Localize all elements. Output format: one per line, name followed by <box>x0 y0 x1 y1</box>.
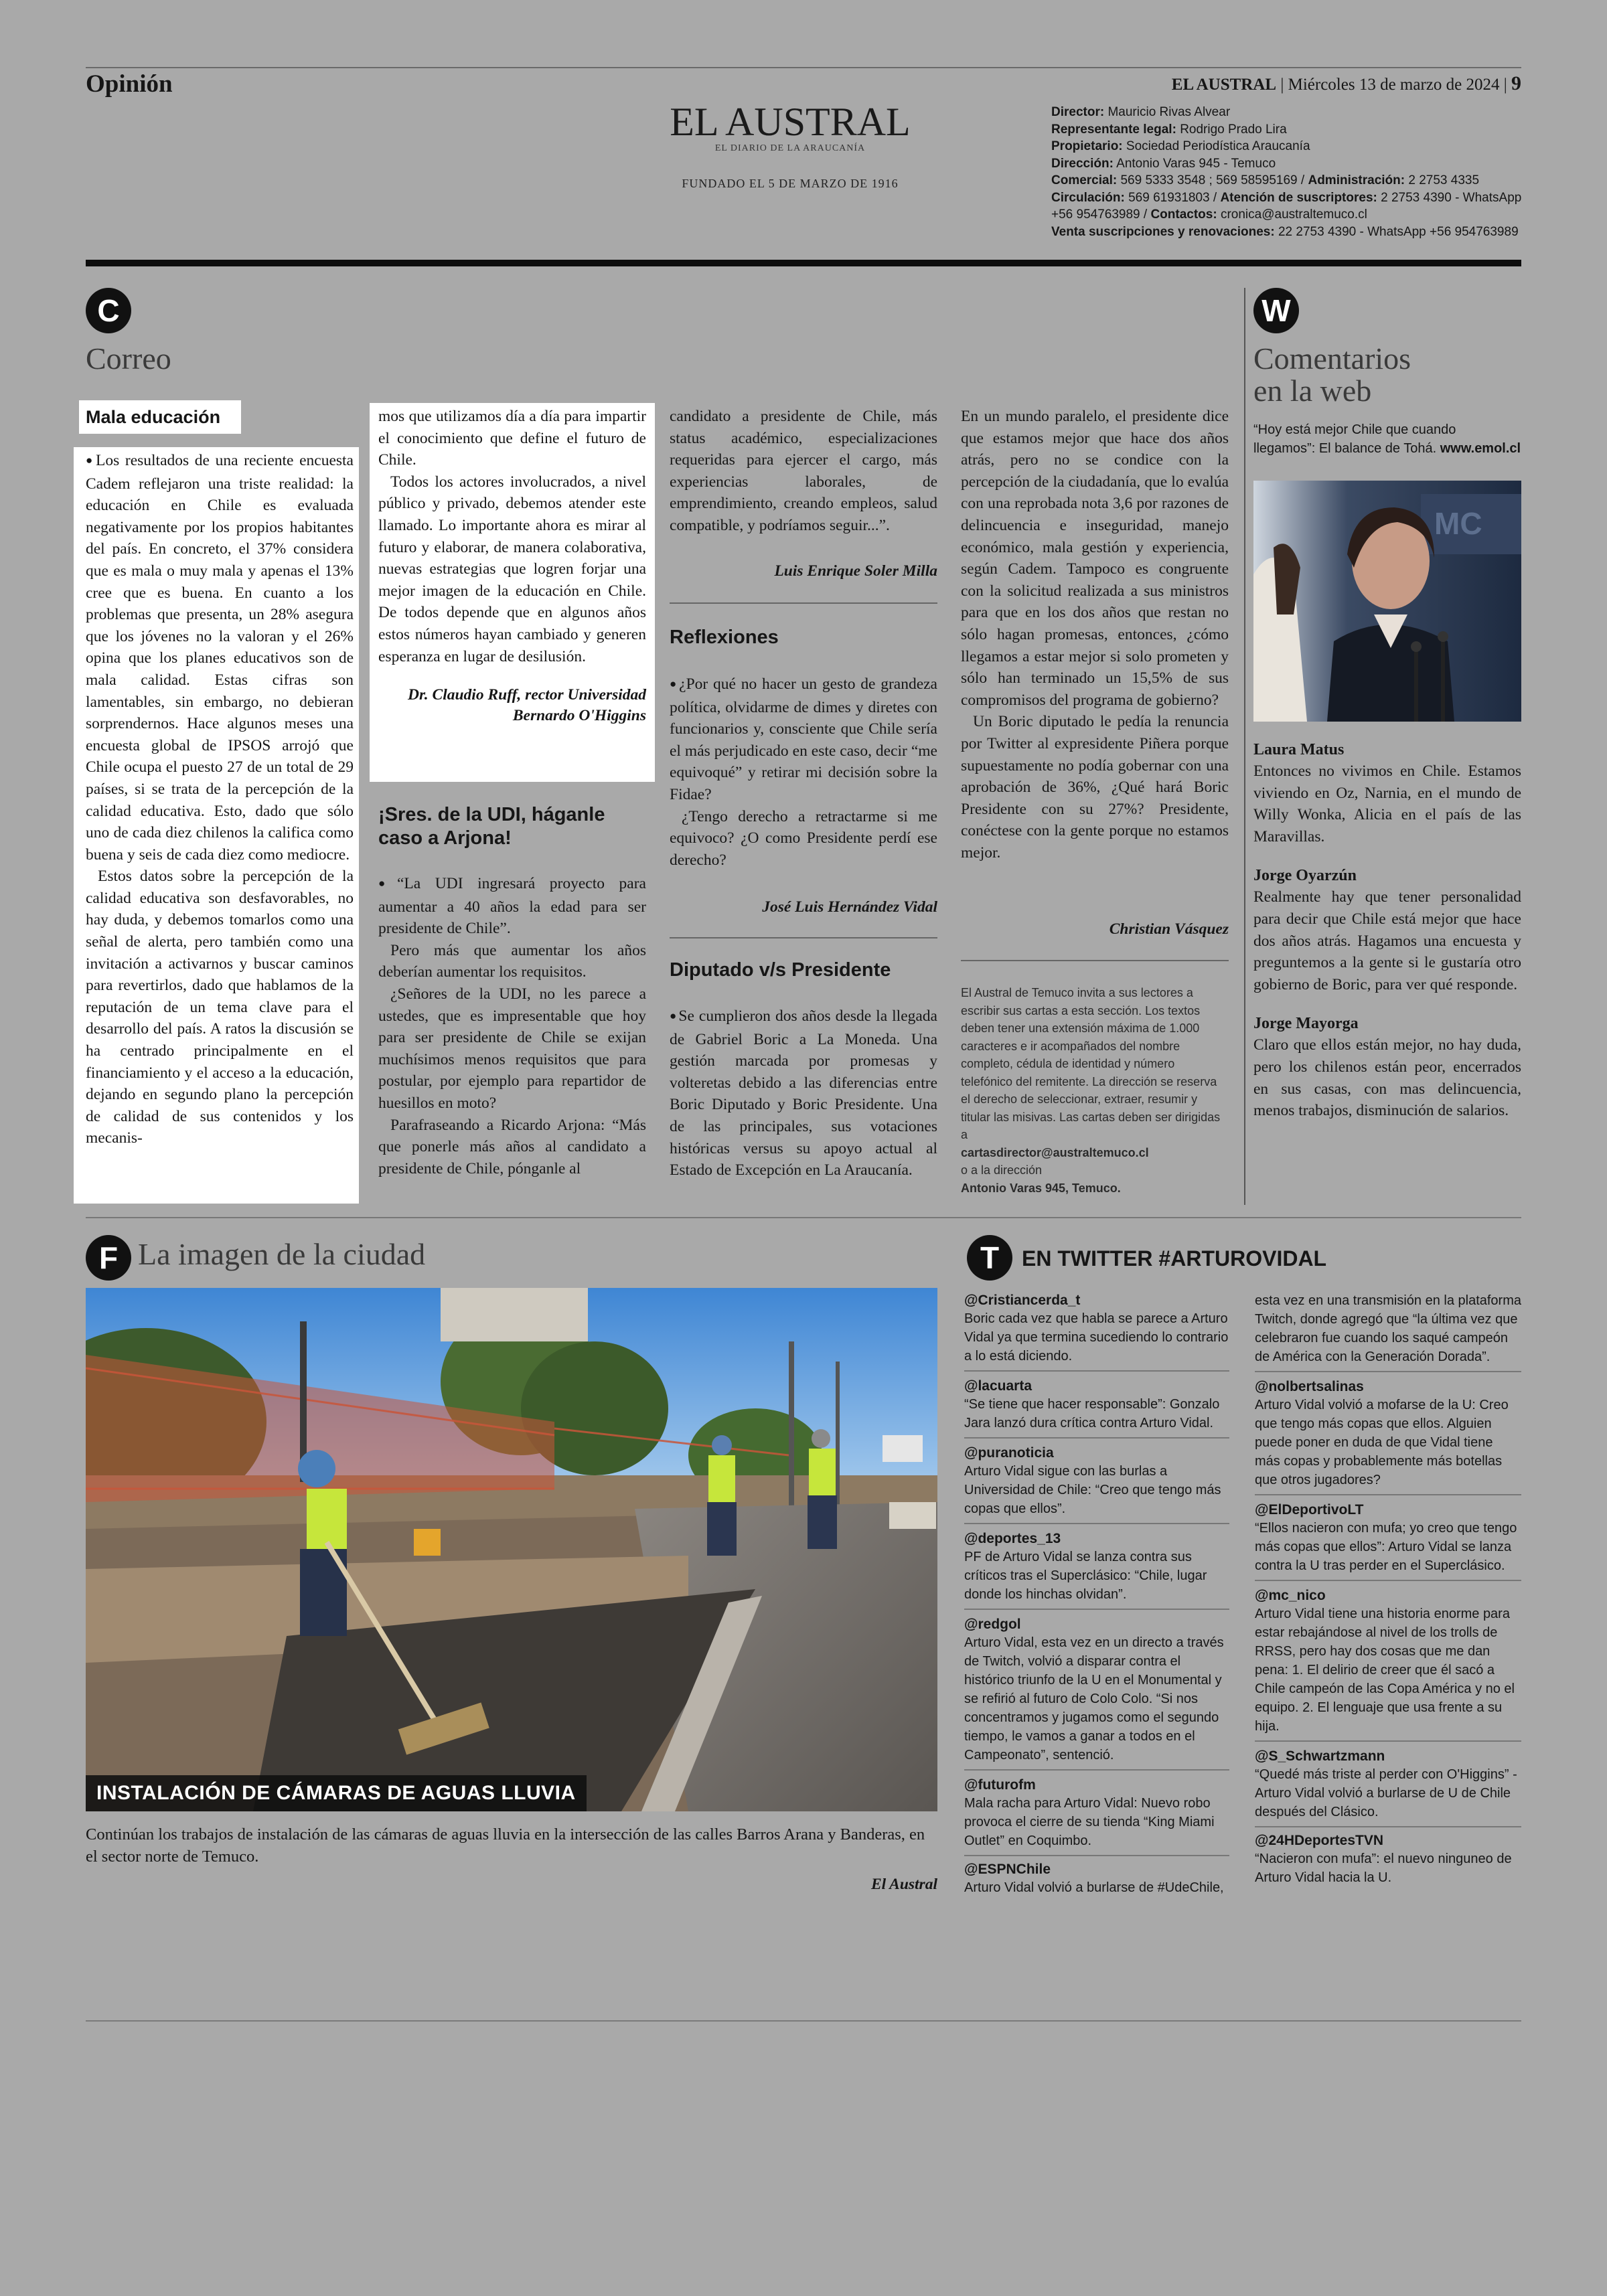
letter2-headline: ¡Sres. de la UDI, háganle caso a Arjona! <box>378 804 605 849</box>
tweet-text: “Nacieron con mufa”: el nuevo ninguneo de Arturo Vidal hacia la U. <box>1255 1852 1512 1885</box>
letter2-p4: Parafraseando a Ricardo Arjona: “Más que ponerle más años al candidato a presidente de Chile, pónganle al <box>378 1116 646 1177</box>
dateline-paper: EL AUSTRAL <box>1171 76 1277 94</box>
tweet <box>964 1290 1229 1372</box>
letter2-p3: ¿Señores de la UDI, no les parece a ustedes, que es impresentable que hoy para ser presidente de Chile se exijan muchísimos menos requisitos que para postular, por ejemplo para repartidor de huesillos en moto? <box>378 985 646 1112</box>
tweet <box>964 1614 1229 1771</box>
letter4-headline: Diputado v/s Presidente <box>670 959 891 981</box>
comment-author: Laura Matus <box>1253 741 1345 758</box>
speaker-photo-icon <box>1253 481 1521 722</box>
comment-text: Entonces no vivimos en Chile. Estamos viviendo en Oz, Narnia, en el mundo de Willy Wonka, Alicia en el país de las Maravillas. <box>1253 762 1521 845</box>
letter1-p4: Todos los actores involucrados, a nivel público y privado, debemos atender este llamado. Lo importante ahora es mirar al futuro y elaborar, de manera colaborativa, nuevas estrategias que logren forjar una mejor imagen de la educación en Chile. De todos depende que en algunos años estos números hayan cambiado y generen esperanza en lugar de desilusión. <box>378 473 646 665</box>
letter1-signature <box>378 685 646 726</box>
tweet-text: Boric cada vez que habla se parece a Arturo Vidal ya que termina sucediendo lo contrario a lo está diciendo. <box>964 1311 1229 1364</box>
letter1-col1 <box>86 450 354 1149</box>
dateline <box>1172 72 1521 95</box>
photo-overlay-label: INSTALACIÓN DE CÁMARAS DE AGUAS LLUVIA <box>86 1775 587 1811</box>
tweet-handle[interactable]: @deportes_13 <box>964 1531 1061 1546</box>
letter2-signature: Luis Enrique Soler Milla <box>774 562 937 580</box>
staff-director: Director: Mauricio Rivas Alvear <box>1051 105 1231 119</box>
staff-address: Dirección: Antonio Varas 945 - Temuco <box>1051 156 1276 171</box>
page-number: 9 <box>1511 72 1521 94</box>
staff-owner: Propietario: Sociedad Periodística Araucanía <box>1051 139 1310 153</box>
col3-rule-2 <box>670 937 937 938</box>
bottom-rule <box>86 2020 1521 2022</box>
masthead-thick-rule <box>86 260 1521 266</box>
letter1-p2: Estos datos sobre la percepción de la calidad educativa son desfavorables, no hay duda, y debemos tomarlos como una señal de alerta, pero también como una invitación a activarnos y buscar caminos para revertirlos, dado que hablamos de la reputación de un tema clave para el desarrollo del país. A ratos la discusión se ha centrado principalmente en el financiamiento y el acceso a la educación, dejando en segundo plano la percepción de calidad de sus contenidos y los mecanis- <box>86 868 354 1147</box>
tweet <box>964 1376 1229 1439</box>
letter1-p3: mos que utilizamos día a día para impartir el conocimiento que define el futuro de Chile. <box>378 408 646 469</box>
letter2-body <box>378 873 646 1179</box>
comment-author: Jorge Oyarzún <box>1253 867 1357 885</box>
tweet-text: Arturo Vidal tiene una historia enorme para estar rebajándose al nivel de los trolls de RRSS, pero hay dos cosas que me dan pena: 1. El delirio de creer que él sacó a Chile campeón de las Copa América y no el equipo. 2. El lenguaje que usa frente a su hija. <box>1255 1607 1515 1734</box>
dateline-date: Miércoles 13 de marzo de 2024 <box>1288 76 1500 94</box>
letter4-p3: Un Boric diputado le pedía la renuncia por Twitter al expresidente Piñera porque supuestamente no podía gobernar con una aprobación de 36%, ¿Qué hará Boric Presidente con su 27%? Presidente, conéctese con la gente porque no estamos mejor. <box>961 713 1229 862</box>
col3-rule-1 <box>670 602 937 604</box>
staff-legal: Representante legal: Rodrigo Prado Lira <box>1051 122 1287 137</box>
web-title <box>1253 343 1411 407</box>
staff-subscriptions: Venta suscripciones y renovaciones: 22 2753 4390 - WhatsApp +56 954763989 <box>1051 224 1519 239</box>
letter3-headline: Reflexiones <box>670 627 779 648</box>
twitter-col1 <box>964 1290 1229 1897</box>
masthead-logo: EL AUSTRAL <box>670 100 911 144</box>
photo-credit: El Austral <box>870 1876 937 1893</box>
tweet-handle[interactable]: @nolbertsalinas <box>1255 1379 1364 1394</box>
svg-text:MC: MC <box>1434 506 1482 541</box>
masthead <box>643 100 937 191</box>
comment-author: Jorge Mayorga <box>1253 1015 1359 1033</box>
tweet-handle[interactable]: @mc_nico <box>1255 1588 1326 1603</box>
letter4-continuation <box>961 406 1229 864</box>
section-label: Opinión <box>86 70 173 98</box>
twitter-t-icon: T <box>967 1235 1012 1281</box>
letter2-p5: candidato a presidente de Chile, más status académico, especializaciones requeridas para ejercer el cargo, más experiencias laborales, de emprendimiento, creando empleos, salud compatible, y podríamos seguir...”. <box>670 408 937 534</box>
tweet <box>1255 1585 1521 1742</box>
web-photo <box>1253 481 1521 722</box>
tweet-text: PF de Arturo Vidal se lanza contra sus críticos tras el Superclásico: “Chile, lugar donde los hinchas olvidan”. <box>964 1550 1207 1602</box>
col4-rule <box>961 960 1229 961</box>
letter3-body <box>670 673 937 871</box>
twitter-col2 <box>1255 1290 1521 1887</box>
web-quote <box>1253 420 1521 458</box>
letter3-p2: ¿Tengo derecho a retractarme si me equivoco? ¿O como Presidente perdí ese derecho? <box>670 807 937 869</box>
letter3-signature: José Luis Hernández Vidal <box>762 898 937 916</box>
tweet-text: “Ellos nacieron con mufa; yo creo que tengo más copas que ellos”: Arturo Vidal se lanza contra la U tras perder en el Superclásico. <box>1255 1521 1517 1573</box>
tweet <box>964 1528 1229 1610</box>
top-rule <box>86 67 1521 68</box>
comment-1 <box>1253 739 1521 847</box>
photo-caption: Continúan los trabajos de instalación de las cámaras de aguas lluvia en la intersección de las calles Barros Arana y Banderas, en el sector norte de Temuco. <box>86 1825 925 1866</box>
correo-c-icon: C <box>86 288 131 333</box>
tweet-handle[interactable]: @futurofm <box>964 1777 1036 1793</box>
tweet-text: Arturo Vidal sigue con las burlas a Universidad de Chile: “Creo que tengo más copas que ellos”. <box>964 1464 1221 1516</box>
letters-notice <box>961 984 1229 1197</box>
tweet <box>964 1860 1229 1897</box>
tweet-text: esta vez en una transmisión en la plataforma Twitch, donde agregó que “la última vez que celebraron fue cuando los saqué campeón de América con la Generación Dorada”. <box>1255 1293 1521 1364</box>
letter1-headline: Mala educación <box>86 407 221 427</box>
twitter-title: EN TWITTER #ARTUROVIDAL <box>1022 1246 1327 1270</box>
tweet <box>1255 1376 1521 1495</box>
tweet-handle[interactable]: @redgol <box>964 1617 1021 1632</box>
construction-photo-icon <box>86 1288 937 1811</box>
comment-text: Claro que ellos están mejor, no hay duda, pero los chilenos están peor, encerrados en sus casas, con mas delincuencia, menos trabajos, disminución de salarios. <box>1253 1036 1521 1120</box>
staff-commercial: Comercial: 569 5333 3548 ; 569 58595169 / Administración: 2 2753 4335 <box>1051 173 1480 187</box>
notice-address: Antonio Varas 945, Temuco. <box>961 1181 1121 1195</box>
tweet-text: Arturo Vidal volvió a burlarse de #UdeChile, <box>964 1880 1224 1895</box>
correo-title: Correo <box>86 341 171 376</box>
letter1-p1: ● Los resultados de una reciente encuesta Cadem reflejaron una triste realidad: la educación en Chile es evaluada negativamente por los propios habitantes del país. En concreto, el 37% considera que es mala o muy mala y apenas el 13% cree que es buena. En cuanto a los problemas que presenta, un 28% asegura que los jóvenes no la valoran y el 26% opina que los planes educativos son de mala calidad. Estas cifras son lamentables, sin embargo, no debieran sorprendernos. Hace algunos meses una encuesta global de IPSOS arrojó que Chile ocupa el puesto 27 de un total de 29 países, si se trata de la percepción de la calidad educativa. Esto, dado que sólo uno de cada diez chilenos la califica como buena y seis de cada diez como mediocre. <box>86 450 354 866</box>
letter3-p1: ● ¿Por qué no hacer un gesto de grandeza política, olvidarme de dimes y diretes con funcionarios y, consciente que Chile sería el más perjudicado en este caso, decir “me equivoqué” y retirar mi decisión sobre la Fidae? <box>670 673 937 806</box>
tweet-handle[interactable]: @ElDeportivoLT <box>1255 1502 1364 1518</box>
letter1-signature-line1: Dr. Claudio Ruff, rector Universidad <box>407 686 646 704</box>
tweet-handle[interactable]: @24HDeportesTVN <box>1255 1833 1384 1848</box>
web-divider <box>1244 288 1245 1205</box>
letter2-p2: Pero más que aumentar los años deberían aumentar los requisitos. <box>378 941 646 981</box>
tweet-text: Arturo Vidal volvió a mofarse de la U: Creo que tengo más copas que ellos. Alguien puede poner en duda de que Vidal tiene más copas y probablemente más botellas que otros jugadores? <box>1255 1398 1509 1487</box>
tweet-handle[interactable]: @Cristiancerda_t <box>964 1293 1081 1308</box>
dateline-sep2: | <box>1499 76 1511 94</box>
mid-rule <box>86 1217 1521 1218</box>
letter4-body <box>670 1005 937 1181</box>
web-title-line1: Comentarios <box>1253 341 1411 376</box>
web-w-icon: W <box>1253 288 1299 333</box>
web-quote-text: “Hoy está mejor Chile que cuando llegamos”: El balance de Tohá. <box>1253 422 1456 456</box>
letter1-col2 <box>378 406 646 726</box>
tweet-text: Mala racha para Arturo Vidal: Nuevo robo provoca el cierre de su tienda “King Miami Outlet” en Coquimbo. <box>964 1796 1215 1848</box>
tweet <box>1255 1831 1521 1887</box>
tweet <box>1255 1746 1521 1827</box>
web-comments <box>1253 739 1521 1122</box>
staff-circulation: Circulación: 569 61931803 / Atención de suscriptores: 2 2753 4390 - WhatsApp +56 954763989 / Contactos: cronica@australtemuco.cl <box>1051 190 1522 222</box>
notice-email[interactable]: cartasdirector@australtemuco.cl <box>961 1145 1149 1159</box>
foto-f-icon: F <box>86 1235 131 1281</box>
comment-text: Realmente hay que tener personalidad para decir que Chile está mejor que hace dos años atrás. Hagamos una encuesta y preguntemos a la gente si le gustaría otro gobierno de Boric, para ver qué responde. <box>1253 888 1521 993</box>
tweet-handle[interactable]: @lacuarta <box>964 1378 1032 1394</box>
staff-box <box>1051 104 1527 240</box>
letter2-p1: ● “La UDI ingresará proyecto para aumentar a 40 años la edad para ser presidente de Chile”. <box>378 873 646 940</box>
tweet-handle[interactable]: @S_Schwartzmann <box>1255 1748 1385 1764</box>
masthead-tagline: EL DIARIO DE LA ARAUCANÍA <box>714 143 866 153</box>
letter2-continuation <box>670 406 937 537</box>
notice-text: El Austral de Temuco invita a sus lectores a escribir sus cartas a esta sección. Los textos deben tener una extensión máxima de 1.000 caracteres e ir acompañados del nombre completo, cédula de identidad y número telefónico del remitente. La dirección se reserva el derecho de seleccionar, extraer, resumir y titular las misivas. Las cartas deben ser dirigidas a <box>961 986 1221 1141</box>
letter4-p1: ● Se cumplieron dos años desde la llegada de Gabriel Boric a La Moneda. Una gestión marcada por promesas y volteretas debido a las diferencias entre Boric Diputado y Boric Presidente. Una de las principales, sus votaciones históricas versus su apoyo actual al Estado de Excepción en La Araucanía. <box>670 1005 937 1181</box>
tweet-continuation <box>1255 1290 1521 1372</box>
notice-or: o a la dirección <box>961 1163 1043 1177</box>
tweet <box>1255 1499 1521 1581</box>
foto-title: La imagen de la ciudad <box>138 1237 426 1271</box>
letter4-p2: En un mundo paralelo, el presidente dice que estamos mejor que hace dos años atrás, pero no se condice con la percepción de la ciudadanía, que lo evalúa con una reprobada nota 3,6 por razones de delincuencia e inseguridad, manejo económico, mala gestión y experiencia, según Cadem. Tampoco es congruente con la solicitud realizada a sus ministros para que en los dos años que restan no sólo hagan promesas, entonces, ¿cómo llegamos a estar mejor si solo prometen y sólo han terminado un 15,5% de sus compromisos del programa de gobierno? <box>961 408 1229 709</box>
tweet <box>964 1443 1229 1524</box>
tweet-text: Arturo Vidal, esta vez en un directo a través de Twitch, volvió a disparar contra el histórico triunfo de la U en el Monumental y se refirió al futuro de Colo Colo. “Si nos concentramos y jugamos como el segundo tiempo, le vamos a ganar a todos en el Campeonato”, sentenció. <box>964 1635 1224 1762</box>
tweet-text: “Se tiene que hacer responsable”: Gonzalo Jara lanzó dura crítica contra Arturo Vidal. <box>964 1397 1220 1430</box>
letter4-signature: Christian Vásquez <box>1109 920 1229 938</box>
letter1-signature-line2: Bernardo O'Higgins <box>512 707 646 725</box>
comment-3 <box>1253 1013 1521 1121</box>
dateline-sep: | <box>1276 76 1288 94</box>
masthead-founded: FUNDADO EL 5 DE MARZO DE 1916 <box>682 177 899 190</box>
tweet-handle[interactable]: @puranoticia <box>964 1445 1054 1461</box>
tweet-handle[interactable]: @ESPNChile <box>964 1862 1051 1877</box>
web-title-line2: en la web <box>1253 374 1372 408</box>
tweet <box>964 1775 1229 1856</box>
comment-2 <box>1253 865 1521 995</box>
city-photo <box>86 1288 937 1811</box>
tweet-text: “Quedé más triste al perder con O'Higgins” - Arturo Vidal volvió a burlarse de U de Chile después del Clásico. <box>1255 1767 1517 1819</box>
web-site-link[interactable]: www.emol.cl <box>1440 441 1521 456</box>
